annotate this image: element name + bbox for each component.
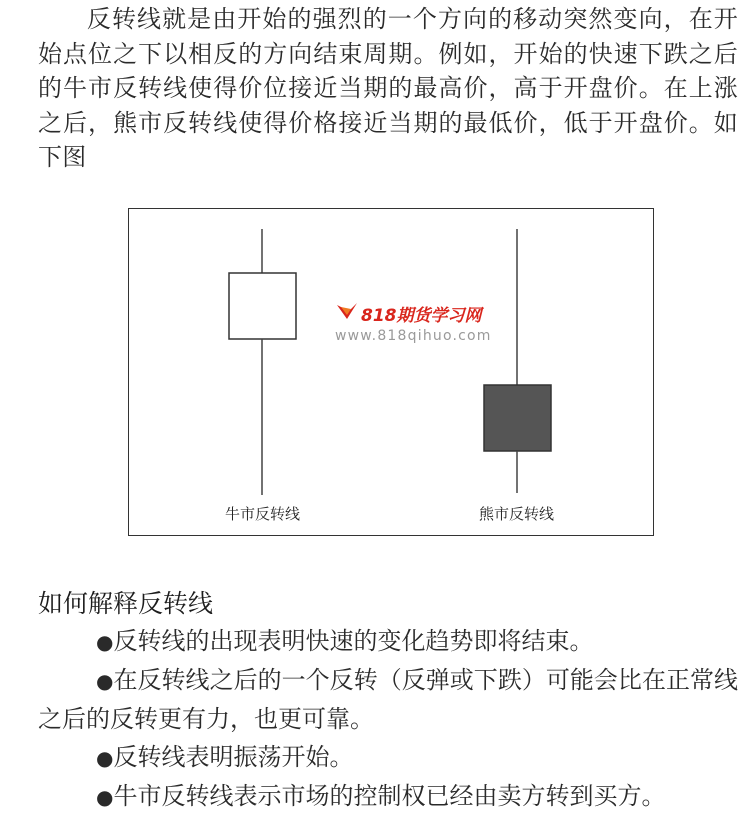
list-item: ●在反转线之后的一个反转（反弹或下跌）可能会比在正常线之后的反转更有力，也更可靠。 [38, 666, 739, 733]
bullet-list [38, 622, 738, 816]
candlestick-diagram [129, 209, 655, 537]
list-item: ●牛市反转线表示市场的控制权已经由卖方转到买方。 [96, 782, 666, 810]
site-watermark [335, 301, 515, 349]
flame-logo-icon [335, 301, 359, 321]
list-item: ●反转线的出现表明快速的变化趋势即将结束。 [96, 627, 594, 655]
bull-reversal-label: 牛市反转线 [225, 505, 301, 523]
section-heading: 如何解释反转线 [38, 589, 214, 618]
reversal-figure [128, 208, 654, 536]
intro-text: 反转线就是由开始的强烈的一个方向的移动突然变向，在开始点位之下以相反的方向结束周期。例如，开始的快速下跌之后的牛市反转线使得价位接近当期的最高价，高于开盘价。在上涨之后，熊市反转线使得价格接近当期的最低价，低于开盘价。如下图 [38, 5, 738, 171]
bear-reversal-label: 熊市反转线 [479, 505, 555, 523]
bull-candle-body [229, 273, 296, 339]
bullet-dot-icon: ● [96, 669, 114, 693]
watermark-url: www.818qihuo.com [335, 328, 492, 344]
list-item: ●反转线表明振荡开始。 [96, 743, 354, 771]
bullet-dot-icon: ● [96, 630, 114, 654]
intro-paragraph [38, 2, 738, 175]
bear-candle-body [484, 385, 551, 451]
bullet-dot-icon: ● [96, 746, 114, 770]
watermark-title: 818期货学习网 [361, 306, 482, 326]
bullet-dot-icon: ● [96, 785, 114, 809]
